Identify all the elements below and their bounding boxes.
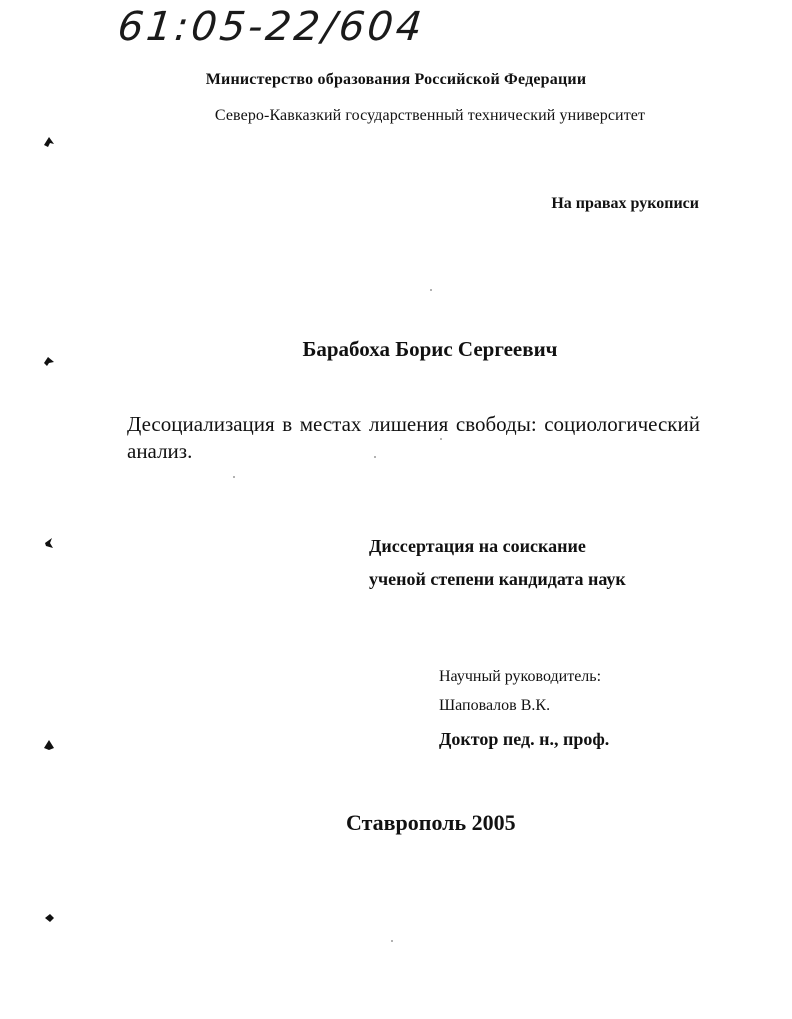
binding-mark-icon xyxy=(42,536,56,550)
scan-speck xyxy=(374,456,376,458)
ministry-heading: Министерство образования Российской Федерации xyxy=(205,71,587,88)
scan-speck xyxy=(233,476,235,478)
binding-mark-icon xyxy=(42,354,56,368)
supervisor-rank: Доктор пед. н., проф. xyxy=(439,729,610,749)
supervisor-label: Научный руководитель: xyxy=(439,668,602,685)
manuscript-note: На правах рукописи xyxy=(551,195,699,212)
binding-mark-icon xyxy=(42,135,56,149)
scan-speck xyxy=(391,940,393,942)
binding-mark-icon xyxy=(42,911,56,925)
degree-line-2: ученой степени кандидата наук xyxy=(369,569,626,589)
dissertation-title: Десоциализация в местах лишения свободы: социологический анализ. xyxy=(127,412,700,463)
degree-line-1: Диссертация на соискание xyxy=(369,536,586,556)
archive-number: 61:05-22/604 xyxy=(115,4,427,50)
city-year: Ставрополь 2005 xyxy=(346,810,516,835)
supervisor-name: Шаповалов В.К. xyxy=(439,697,551,714)
binding-mark-icon xyxy=(42,738,56,752)
scan-speck xyxy=(430,289,432,291)
university-heading: Северо-Кавказкий государственный технический университет xyxy=(214,107,646,124)
author-name: Барабоха Борис Сергеевич xyxy=(302,337,558,361)
scan-speck xyxy=(440,438,442,440)
